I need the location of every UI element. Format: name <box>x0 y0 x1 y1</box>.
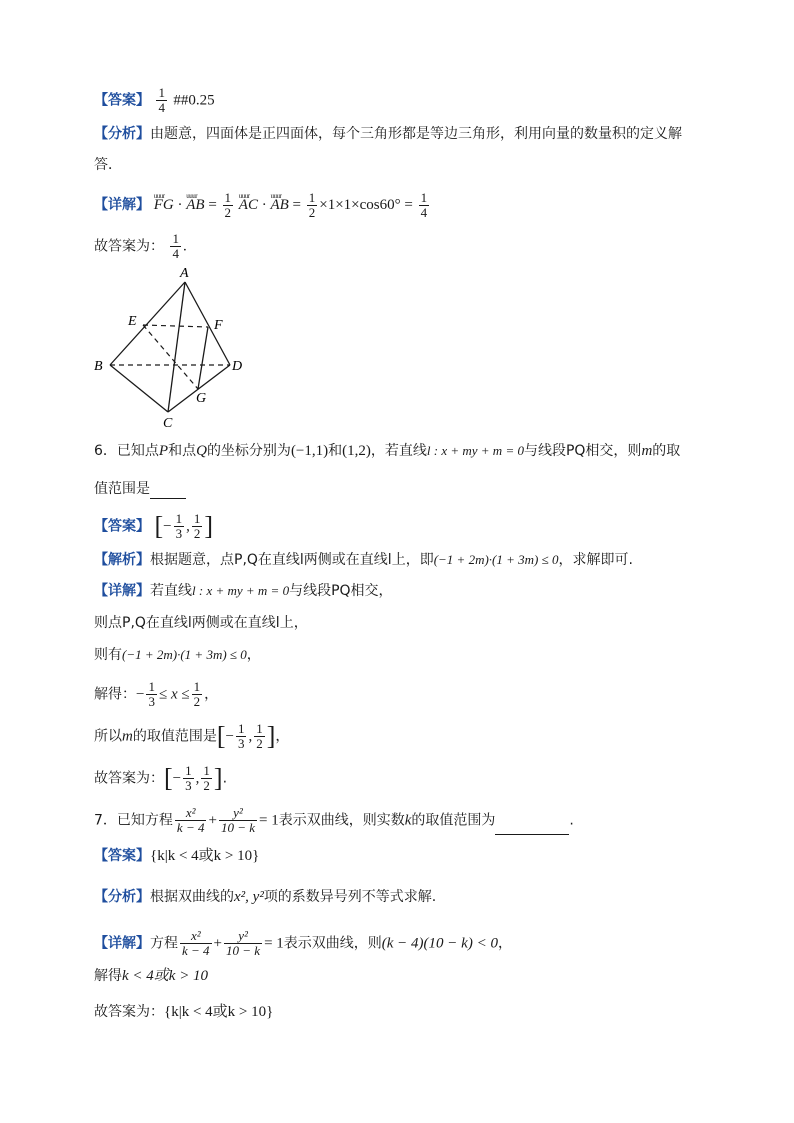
q6-detail-line1: 【详解】若直线l : x + my + m = 0与线段PQ相交， <box>94 583 393 599</box>
q6-answer-line: 【答案】 [− $\frac{1}{3}$ , $\frac{1}{2}$ ] <box>94 511 214 541</box>
q5-analysis-line <box>94 124 682 144</box>
q6-detail-line4: 解得：− $\frac{1}{3}$ ≤ x ≤ $\frac{1}{2}$ ， <box>94 679 219 709</box>
q6-stem-line1: 6．已知点P和点Q的坐标分别为(−1,1)和(1,2)，若直线l : x + my + m = 0与线段PQ相交，则m的取 <box>94 443 681 459</box>
q6-detail-line6: 故答案为：[− $\frac{1}{3}$ , $\frac{1}{2}$ ]. <box>94 763 228 793</box>
q6-jiexi-line: 【解析】根据题意，点P,Q在直线l两侧或在直线l上，即(−1 + 2m)·(1 + 3m) ≤ 0，求解即可. <box>94 552 633 568</box>
edge-ab <box>110 282 185 365</box>
label-b: B <box>94 359 103 374</box>
answer-tag: 【答案】 <box>94 848 150 864</box>
detail-tag: 【详解】 <box>94 583 150 599</box>
answer-blank <box>495 820 569 835</box>
analysis-tag: 【分析】 <box>94 889 150 905</box>
label-g: G <box>196 391 207 406</box>
label-d: D <box>232 359 243 374</box>
q6-detail-line3: 则有(−1 + 2m)·(1 + 3m) ≤ 0， <box>94 647 261 663</box>
final-prefix: 故答案为： <box>94 238 164 255</box>
vector-ac: uuur AC <box>239 195 258 215</box>
answer-blank <box>150 484 186 499</box>
fraction-one-quarter: $\frac{1}{4}$ <box>158 85 165 115</box>
tetrahedron-figure <box>90 262 250 432</box>
q7-solve-line: 解得k < 4或k > 10 <box>94 968 209 984</box>
detail-tag: 【详解】 <box>94 935 150 952</box>
q7-detail-line: 【详解】方程 $\frac{\text{x²}}{k - 4}$ + $\frac{\text{y²}}{10 - k}$ = 1表示双曲线，则(k − 4)(10 − k) < 0， <box>94 928 512 958</box>
segment-fg <box>198 327 208 389</box>
fraction-half-2: $\frac{1}{2}$ <box>308 190 316 220</box>
line-equation: l : x + my + m = 0 <box>426 443 524 458</box>
edge-bc <box>110 365 168 412</box>
q6-stem-line2: 值范围是 <box>94 479 186 499</box>
vector-ab: uuur AB <box>186 195 204 215</box>
segment-eg <box>143 325 198 389</box>
q6-detail-line2: 则点P,Q在直线l两侧或在直线l上， <box>94 615 308 631</box>
q7-final-line: 故答案为：{k|k < 4或k > 10} <box>94 1004 274 1020</box>
segment-ef <box>143 325 208 327</box>
detail-tag: 【详解】 <box>94 196 150 213</box>
fraction-result: $\frac{1}{4}$ <box>420 190 428 220</box>
q5-answer-line <box>94 86 215 115</box>
label-f: F <box>214 318 223 333</box>
analysis-text: 由题意，四面体是正四面体，每个三角形都是等边三角形，利用向量的数量积的定义解 <box>150 126 682 142</box>
edge-ad <box>185 282 230 365</box>
vector-fg: uuur FG <box>154 195 174 215</box>
edge-ac <box>168 282 185 412</box>
q7-answer-line: 【答案】{k|k < 4或k > 10} <box>94 848 260 864</box>
label-c: C <box>163 416 173 431</box>
answer-tag: 【答案】 <box>94 92 150 109</box>
q7-stem-line: 7．已知方程 $\frac{\text{x²}}{k - 4}$ + $\frac{\text{y²}}{10 - k}$ = 1表示双曲线，则实数k的取值范围为 . <box>94 805 574 835</box>
analysis-text-cont: 答． <box>94 157 122 173</box>
answer-alt: ##0.25 <box>173 92 215 109</box>
vector-ab-2: uuur AB <box>270 195 288 215</box>
q5-analysis-line2 <box>94 155 122 175</box>
fraction-half: $\frac{1}{2}$ <box>224 190 232 220</box>
fraction-final: $\frac{1}{4}$ <box>172 231 179 261</box>
q5-final-line: 故答案为： $\frac{1}{4}$ . <box>94 231 187 261</box>
label-a: A <box>180 266 189 281</box>
label-e: E <box>128 314 137 329</box>
q7-analysis-line: 【分析】根据双曲线的x², y²项的系数异号列不等式求解. <box>94 889 437 905</box>
q6-detail-line5: 所以m的取值范围是[− $\frac{1}{3}$ , $\frac{1}{2}$ ]， <box>94 721 290 751</box>
q5-detail-line: 【详解】 uuur FG · uuur AB = $\frac{1}{2}$ uuur AC · uuur AB = $\frac{1}{2}$ ×1×1×cos60° = $\frac{1}{4}$ <box>94 191 431 220</box>
analysis-tag: 【分析】 <box>94 126 150 142</box>
answer-tag: 【答案】 <box>94 518 150 535</box>
cos-product: ×1×1×cos60° <box>319 196 401 213</box>
jiexi-tag: 【解析】 <box>94 552 150 568</box>
